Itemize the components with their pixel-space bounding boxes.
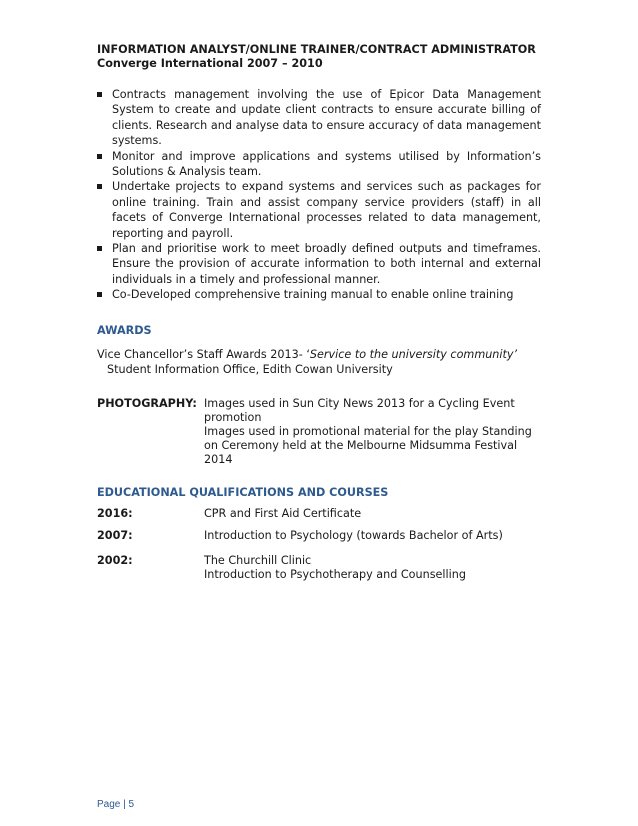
list-item: Monitor and improve applications and systems utilised by Information’s Solutions & Analysis team. bbox=[97, 149, 541, 180]
education-heading: EDUCATIONAL QUALIFICATIONS AND COURSES bbox=[97, 485, 389, 499]
education-row bbox=[97, 554, 541, 582]
list-item: Undertake projects to expand systems and services such as packages for online training. Train and assist company service providers (staff) in all facets of Converge International processes related to data management, reporting and payroll. bbox=[97, 179, 541, 241]
bullet-icon bbox=[97, 154, 102, 159]
education-detail: Introduction to Psychotherapy and Counselling bbox=[204, 567, 466, 581]
education-year: 2016: bbox=[97, 506, 133, 520]
education-detail: CPR and First Aid Certificate bbox=[204, 506, 362, 520]
list-item: Co-Developed comprehensive training manual to enable online training bbox=[97, 287, 541, 302]
education-row bbox=[97, 507, 541, 521]
photography-line: Images used in Sun City News 2013 for a Cycling Event promotion bbox=[204, 396, 515, 424]
photography-label: PHOTOGRAPHY: bbox=[97, 396, 197, 410]
awards-line: Vice Chancellor’s Staff Awards 2013- ‘Service to the university community’ bbox=[97, 347, 518, 361]
education-detail: Introduction to Psychology (towards Bachelor of Arts) bbox=[204, 528, 503, 542]
list-item: Plan and prioritise work to meet broadly defined outputs and timeframes. Ensure the provision of accurate information to both internal and external individuals in a timely and professional manner. bbox=[97, 241, 541, 287]
education-year: 2002: bbox=[97, 553, 133, 567]
list-item: Contracts management involving the use of Epicor Data Management System to create and update client contracts to ensure accurate billing of clients. Research and analyse data to ensure accuracy of data management systems. bbox=[97, 87, 541, 149]
photography-section bbox=[97, 397, 541, 467]
page-number: Page | 5 bbox=[97, 799, 135, 810]
photography-line: Images used in promotional material for the play Standing on Ceremony held at the Melbourne Midsumma Festival 2014 bbox=[204, 424, 532, 466]
resume-page bbox=[97, 43, 541, 582]
job-title: INFORMATION ANALYST/ONLINE TRAINER/CONTRACT ADMINISTRATOR bbox=[97, 43, 536, 56]
photography-text bbox=[204, 397, 541, 467]
education-year: 2007: bbox=[97, 528, 133, 542]
awards-heading: AWARDS bbox=[97, 323, 152, 337]
education-detail: The Churchill Clinic bbox=[204, 553, 312, 567]
bullet-icon bbox=[97, 92, 102, 97]
bullet-icon bbox=[97, 184, 102, 189]
bullet-icon bbox=[97, 246, 102, 251]
job-company: Converge International 2007 – 2010 bbox=[97, 57, 323, 70]
education-row bbox=[97, 529, 541, 543]
duties-list bbox=[97, 87, 541, 303]
bullet-icon bbox=[97, 292, 102, 297]
awards-sub: Student Information Office, Edith Cowan University bbox=[107, 363, 393, 377]
